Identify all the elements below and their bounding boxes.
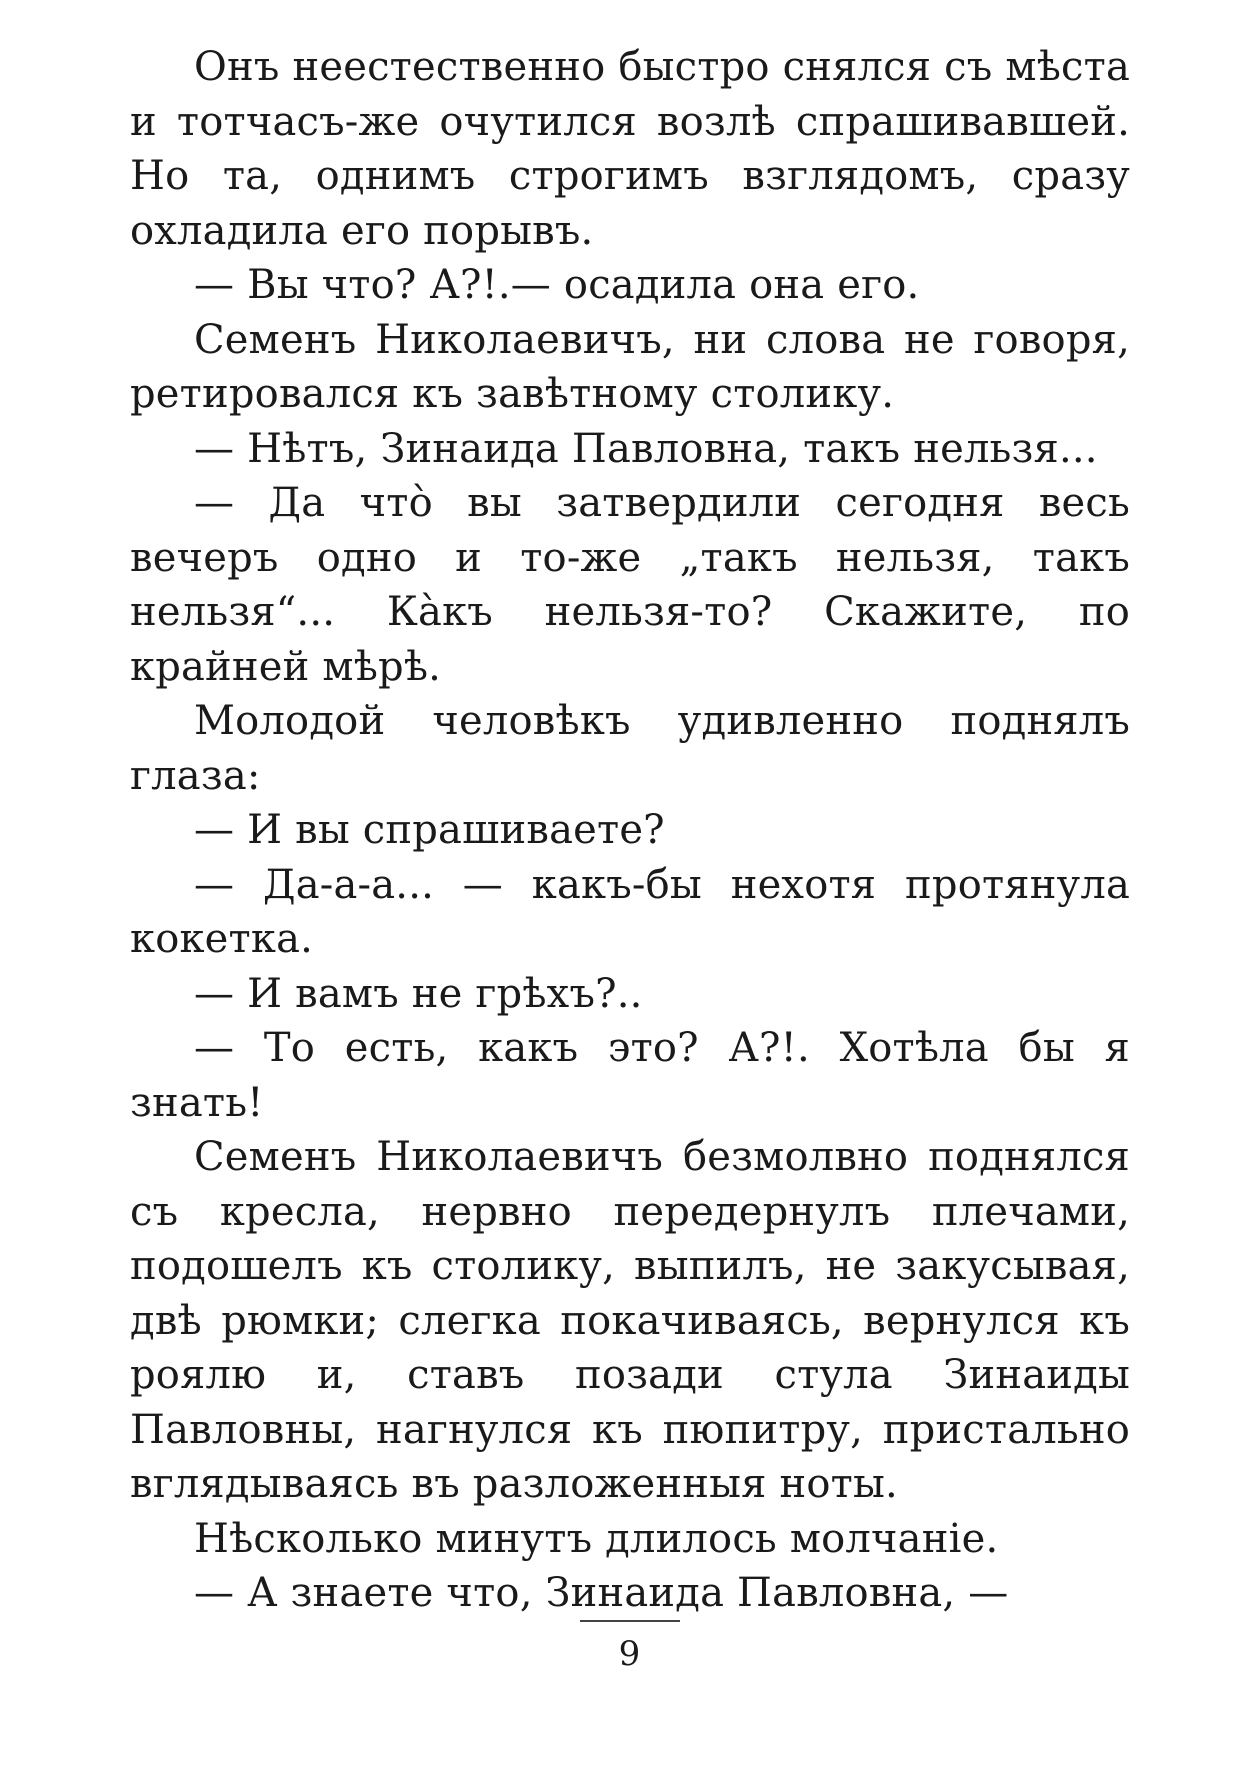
paragraph: — И вамъ не грѣхъ?.. xyxy=(194,970,643,1017)
page-number: 9 xyxy=(618,1634,641,1674)
paragraph: Семенъ Николаевичъ, ни слова не говоря, ретировался къ завѣтному столику. xyxy=(130,316,1130,417)
paragraph: Нѣсколько минутъ длилось молчаніе. xyxy=(194,1515,999,1562)
paragraph: — И вы спрашиваете? xyxy=(194,807,665,853)
paragraph: — Да-а-а... — какъ-бы нехотя протянула кокетка. xyxy=(130,861,1130,962)
footer-rule xyxy=(580,1620,680,1622)
page-footer xyxy=(0,1620,1259,1674)
paragraph: — Да что̀ вы затвердили сегодня весь вечеръ одно и то-же „такъ нельзя, такъ нельзя“... Ка̀къ нельзя-то? Скажите, по крайней мѣрѣ. xyxy=(130,480,1130,690)
paragraph: — То есть, какъ это? А?!. Хотѣла бы я знать! xyxy=(130,1025,1130,1126)
paragraph: — Вы что? А?!.— осадила она его. xyxy=(194,262,920,308)
paragraph: — Нѣтъ, Зинаида Павловна, такъ нельзя... xyxy=(194,425,1098,472)
paragraph: Онъ неестественно быстро снялся съ мѣста и тотчасъ-же очутился возлѣ спрашивавшей. Но та, однимъ строгимъ взглядомъ, сразу охладила его порывъ. xyxy=(130,44,1130,254)
paragraph: Семенъ Николаевичъ безмолвно поднялся съ кресла, нервно передернулъ плечами, подошелъ къ столику, выпилъ, не закусывая, двѣ рюмки; слегка покачиваясь, вернулся къ роялю и, ставъ позади стула Зинаиды Павловны, нагнулся къ пюпитру, пристально вглядываясь въ разложенныя ноты. xyxy=(130,1134,1130,1507)
paragraph: — А знаете что, Зинаида Павловна, — xyxy=(194,1570,1009,1616)
page-text xyxy=(130,40,1130,1621)
paragraph: Молодой человѣкъ удивленно поднялъ глаза: xyxy=(130,698,1130,799)
